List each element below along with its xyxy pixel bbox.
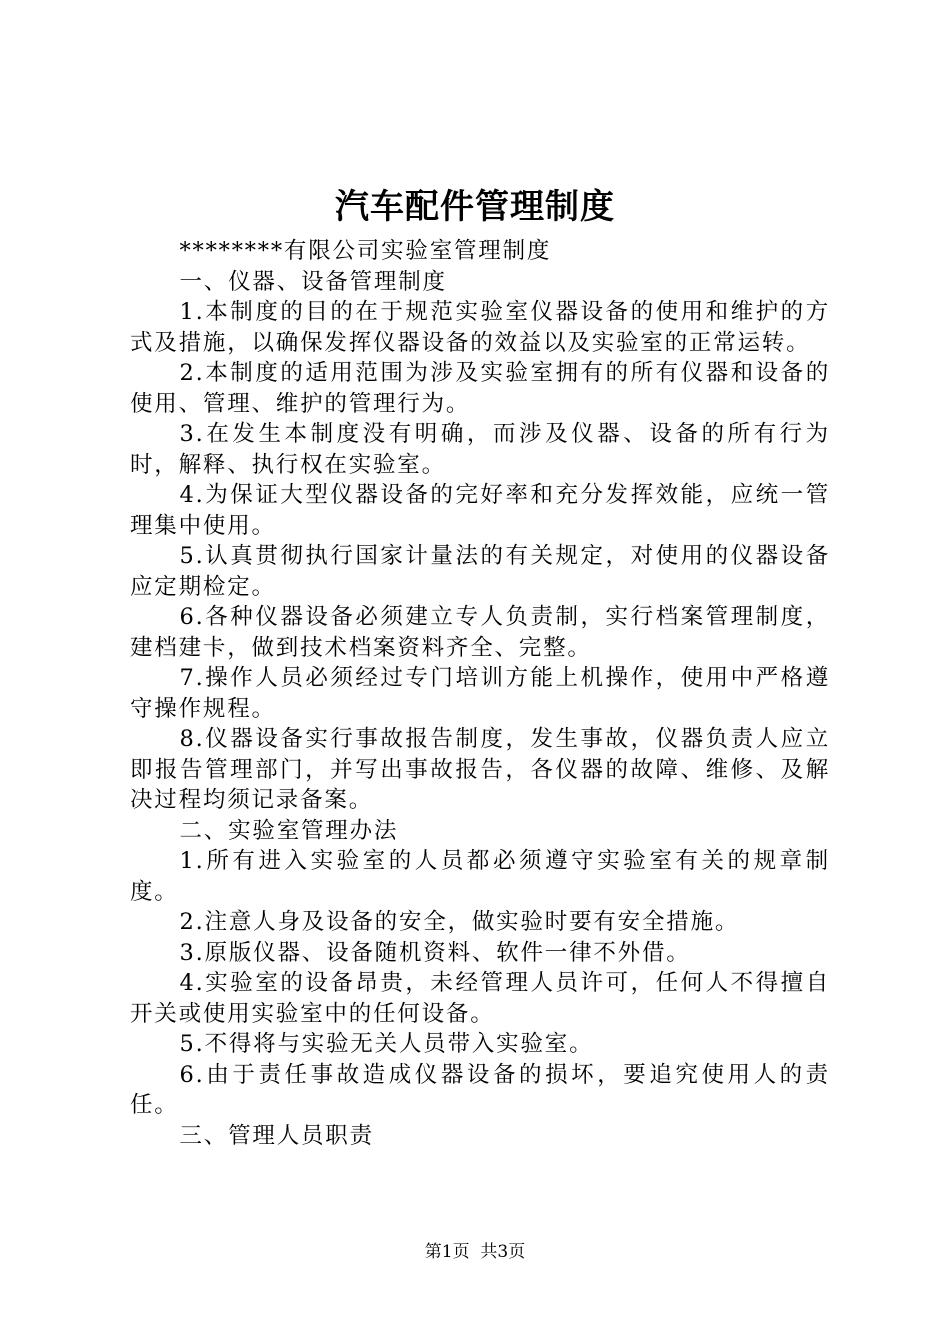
paragraph: 5.不得将与实验无关人员带入实验室。 — [179, 1031, 594, 1057]
footer-spacer — [470, 1242, 481, 1262]
paragraph: 5.认真贯彻执行国家计量法的有关规定，对使用的仪器设备应定期检定。 — [130, 543, 830, 600]
document-title: 汽车配件管理制度 — [335, 187, 615, 227]
paragraph: 4.实验室的设备昂贵，未经管理人员许可，任何人不得擅自开关或使用实验室中的任何设备。 — [130, 970, 830, 1027]
paragraph: 3.在发生本制度没有明确，而涉及仪器、设备的所有行为时，解释、执行权在实验室。 — [130, 421, 830, 478]
paragraph: 8.仪器设备实行事故报告制度，发生事故，仪器负责人应立即报告管理部门，并写出事故报告，各仪器的故障、维修、及解决过程均须记录备案。 — [130, 726, 830, 813]
paragraph: 6.由于责任事故造成仪器设备的损坏，要追究使用人的责任。 — [130, 1061, 830, 1118]
page-footer — [0, 1240, 950, 1264]
paragraph: 7.操作人员必须经过专门培训方能上机操作，使用中严格遵守操作规程。 — [130, 665, 830, 722]
section-heading-2: 二、实验室管理办法 — [179, 817, 399, 844]
paragraph: 1.所有进入实验室的人员都必须遵守实验室有关的规章制度。 — [130, 848, 830, 905]
paragraph: 6.各种仪器设备必须建立专人负责制，实行档案管理制度，建档建卡，做到技术档案资料齐全、完整。 — [130, 604, 830, 661]
section-heading-1: 一、仪器、设备管理制度 — [179, 268, 447, 295]
paragraph: 4.为保证大型仪器设备的完好率和充分发挥效能，应统一管理集中使用。 — [130, 482, 830, 539]
page-number-total: 共3页 — [480, 1242, 526, 1262]
paragraph: 1.本制度的目的在于规范实验室仪器设备的使用和维护的方式及措施，以确保发挥仪器设备的效益以及实验室的正常运转。 — [130, 299, 830, 356]
paragraph: 2.本制度的适用范围为涉及实验室拥有的所有仪器和设备的使用、管理、维护的管理行为。 — [130, 360, 830, 417]
page-number-current: 第1页 — [424, 1242, 470, 1262]
paragraph: 3.原版仪器、设备随机资料、软件一律不外借。 — [179, 939, 691, 966]
paragraph: 2.注意人身及设备的安全，做实验时要有安全措施。 — [179, 909, 740, 935]
section-heading-3: 三、管理人员职责 — [179, 1122, 374, 1149]
document-body — [130, 236, 830, 1151]
company-line: ********有限公司实验室管理制度 — [179, 238, 552, 264]
